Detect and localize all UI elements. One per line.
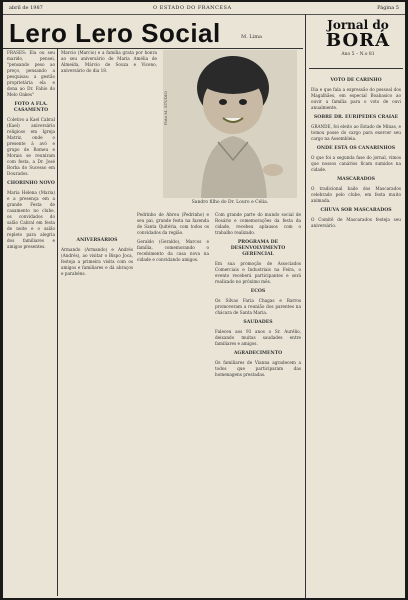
article-text: Geraldo (Geraldo), Marcos e família, comemorando o recebimento da casa nova na cidade e convidando amigos. xyxy=(137,239,209,262)
article-text: O que foi a segunda fase do jornal, vimos que nossos canários ficam sumidos na cidade. xyxy=(311,155,401,172)
article-text: Faleceu aos 93 anos o Sr. Aurélio, deixando muitas saudades entre familiares e amigos. xyxy=(215,329,301,346)
article-text: Armando (Armando) e Andrés (Andrés), ao visitar o Bispo Joca, festeja a primeira visita com os amigos e familiares e dá abraços e parabéns. xyxy=(61,247,133,276)
article-text: Marcio (Marcio) e a família grata por honra ao seu aniversário de Maria Amélia de Almeida, Márcio de Souza e Viceno, aniversário do dia 18. xyxy=(61,50,157,73)
section-heading: PROGRAMA DE DESENVOLVIMENTO GERENCIAL xyxy=(230,240,286,257)
photo-credit: Foto M. STUDIO xyxy=(163,91,168,125)
masthead-rule xyxy=(309,68,403,69)
column-1 xyxy=(7,50,55,596)
byline: M. Lima xyxy=(241,34,262,40)
article-text: Coletivo a Kael Cabral (Kael) aniversário religioso em Igreja Matriz, onde o presente á avó e grupo de Romeu e Morais se reuniram com festa, a Dr. José Borba do Sucesso em Dourados. xyxy=(7,117,55,176)
page-header xyxy=(3,2,405,15)
header-page-number: Página 5 xyxy=(377,5,399,11)
column-5 xyxy=(311,74,401,596)
section-heading: MASCARADOS xyxy=(337,177,375,182)
section-heading: ANIVERSÁRIOS xyxy=(76,238,118,243)
section-heading: SOBRE DR. EURIPEDES CRAIAE xyxy=(313,115,399,120)
section-heading: VOTO DE CARINHO xyxy=(330,78,382,83)
article-text: O Comitê de Mascarados festeja seu aniversário. xyxy=(311,217,401,228)
masthead-line1: Jornal do xyxy=(327,18,389,32)
child-photo-image xyxy=(163,50,297,198)
column-3 xyxy=(137,212,209,596)
article-text: O tradicional baile dos Mascarados celebrado pelo clube, em festa muito animada. xyxy=(311,186,401,203)
masthead xyxy=(313,18,403,57)
article-text: Dia e que fala a expressão do pessoal dos Magalhães, em especial Boabasico ao ouvir a família para o voto de ouvi anualmente. xyxy=(311,87,401,110)
article-text: Em sua promoção de Associados Comerciais e Industriais na Feira, o evento receberá participantes e será realizado no próximo mês. xyxy=(215,261,301,284)
masthead-line2: BORÁ xyxy=(325,30,391,51)
column-2-lower xyxy=(61,234,133,596)
newspaper-page xyxy=(3,2,405,598)
column-2-upper xyxy=(61,50,157,230)
photo-caption: Sandro filho do Dr. Louro e Célia. xyxy=(191,200,269,205)
section-heading: ONDE ESTÁ OS CANARINHOS xyxy=(316,146,396,151)
article-text: Pedrinho de Abreu (Pedrinho) e seu pai, grande festa na fazenda de Santa Quitéria, com todos os convidados da região. xyxy=(137,212,209,235)
section-heading: CHUVA SOB MASCARADOS xyxy=(320,208,392,213)
article-text: GRANDE, foi eleito ao Estado de Minas, e tomou posse do cargo para exercer seu cargo na Assembleia. xyxy=(311,124,401,141)
article-text: Os familiares de Vianna agradecem a todos que participaram das homenagens prestadas. xyxy=(215,360,301,377)
article-text: Os Silvas Faria Chagas e Barros promoveram a reunião dos parentes na chácara de Santa Maria. xyxy=(215,298,301,315)
section-heading: FOTO A FLA. CASAMENTO xyxy=(13,102,49,113)
photo-child xyxy=(163,50,297,198)
article-text: Maria Helena (Maria) e a presença em a grande Festa de casamento no clube, os convidados do salão Cabral em festa de noite e o salão repleto para alegria dos familiares e amigos presentes. xyxy=(7,190,55,249)
title-rule xyxy=(3,48,303,49)
column-rule xyxy=(305,14,306,598)
column-4 xyxy=(215,212,301,596)
article-text: Com grande parte do mundo social de Rosário e comemorações da festa da cidade, recebeu aplausos com o trabalho realizado. xyxy=(215,212,301,235)
column-title: Lero Lero Social xyxy=(9,18,221,48)
section-heading: ECOS xyxy=(250,289,266,294)
masthead-info: Ano 5 – N.o 81 xyxy=(341,52,375,57)
article-text: FRASES: Ela ou seu marido, pensei, "pensando peso ao preço, pensando a pesquisas: a gestão proprietária ela e dona ao Dr. Fabio do Melo Oakes" xyxy=(7,50,55,97)
header-newspaper: O ESTADO DO FRANCESA xyxy=(153,5,232,11)
header-date: abril de 1987 xyxy=(9,5,43,11)
section-heading: AGRADECIMENTO xyxy=(233,351,283,356)
column-rule xyxy=(57,48,58,596)
section-heading: CHORINHO NOVO xyxy=(7,181,55,186)
section-heading: SAUDADES xyxy=(243,320,273,325)
